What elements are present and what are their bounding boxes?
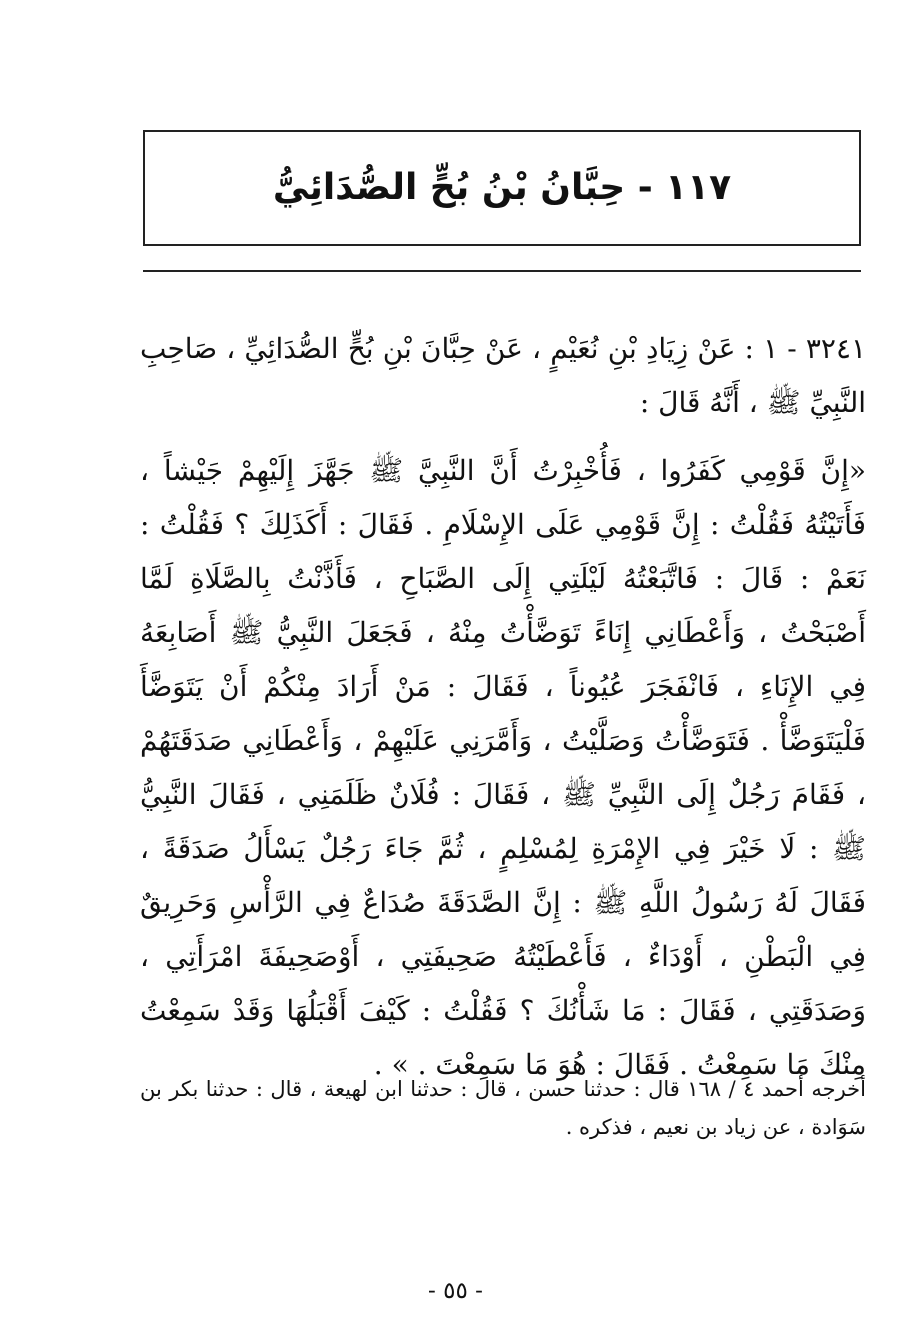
hadith-matn: «إِنَّ قَوْمِي كَفَرُوا ، فَأُخْبِرْتُ أَنَّ النَّبِيَّ ﷺ جَهَّزَ إِلَيْهِمْ جَيْشاً ، فَأَتَيْتُهُ فَقُلْتُ : إِنَّ قَوْمِي عَلَى الإِسْلَامِ . فَقَالَ : أَكَذَلِكَ ؟ فَقُلْتُ : نَعَمْ : قَالَ : فَاتَّبَعْتُهُ لَيْلَتِي إِلَى الصَّبَاحِ ، فَأَذَّنْتُ بِالصَّلَاةِ لَمَّا أَصْبَحْتُ ، وَأَعْطَانِي إِنَاءً تَوَضَّأْتُ مِنْهُ ، فَجَعَلَ النَّبِيُّ ﷺ أَصَابِعَهُ فِي الإِنَاءِ ، فَانْفَجَرَ عُيُوناً ، فَقَالَ : مَنْ أَرَادَ مِنْكُمْ أَنْ يَتَوَضَّأَ فَلْيَتَوَضَّأْ . فَتَوَضَّأْتُ وَصَلَّيْتُ ، وَأَمَّرَنِي عَلَيْهِمْ ، وَأَعْطَانِي صَدَقَتَهُمْ ، فَقَامَ رَجُلٌ إِلَى النَّبِيِّ ﷺ ، فَقَالَ : فُلَانٌ ظَلَمَنِي ، فَقَالَ النَّبِيُّ ﷺ : لَا خَيْرَ فِي الإِمْرَةِ لِمُسْلِمٍ ، ثُمَّ جَاءَ رَجُلٌ يَسْأَلُ صَدَقَةً ، فَقَالَ لَهُ رَسُولُ اللَّهِ ﷺ : إِنَّ الصَّدَقَةَ صُدَاعٌ فِي الرَّأْسِ وَحَرِيقٌ فِي الْبَطْنِ ، أَوْدَاءٌ ، فَأَعْطَيْتُهُ صَحِيفَتِي ، أَوْصَحِيفَةَ امْرَأَتِي ، وَصَدَقَتِي ، فَقَالَ : مَا شَأْنُكَ ؟ فَقُلْتُ : كَيْفَ أَقْبَلُهَا وَقَدْ سَمِعْتُ مِنْكَ مَا سَمِعْتُ . فَقَالَ : هُوَ مَا سَمِعْتَ . » . [140, 454, 867, 1081]
heading-divider [143, 270, 861, 272]
hadith-isnad: ٣٢٤١ - ١ : عَنْ زِيَادِ بْنِ نُعَيْمٍ ، عَنْ حِبَّانَ بْنِ بُحٍّ الصُّدَائِيِّ ، صَاحِبِ النَّبِيِّ ﷺ ، أَنَّهُ قَالَ : [140, 332, 867, 419]
page-number: - ٥٥ - [428, 1278, 483, 1304]
hadith-body [140, 322, 866, 1092]
chapter-title: ١١٧ - حِبَّانُ بْنُ بُحٍّ الصُّدَائِيُّ [272, 167, 732, 208]
chapter-heading-box [143, 130, 861, 246]
footnote: أخرجه أحمد ٤ / ١٦٨ قال : حدثنا حسن ، قال : حدثنا ابن لهيعة ، قال : حدثنا بكر بن سَوَادة ، عن زياد بن نعيم ، فذكره . [140, 1077, 866, 1139]
